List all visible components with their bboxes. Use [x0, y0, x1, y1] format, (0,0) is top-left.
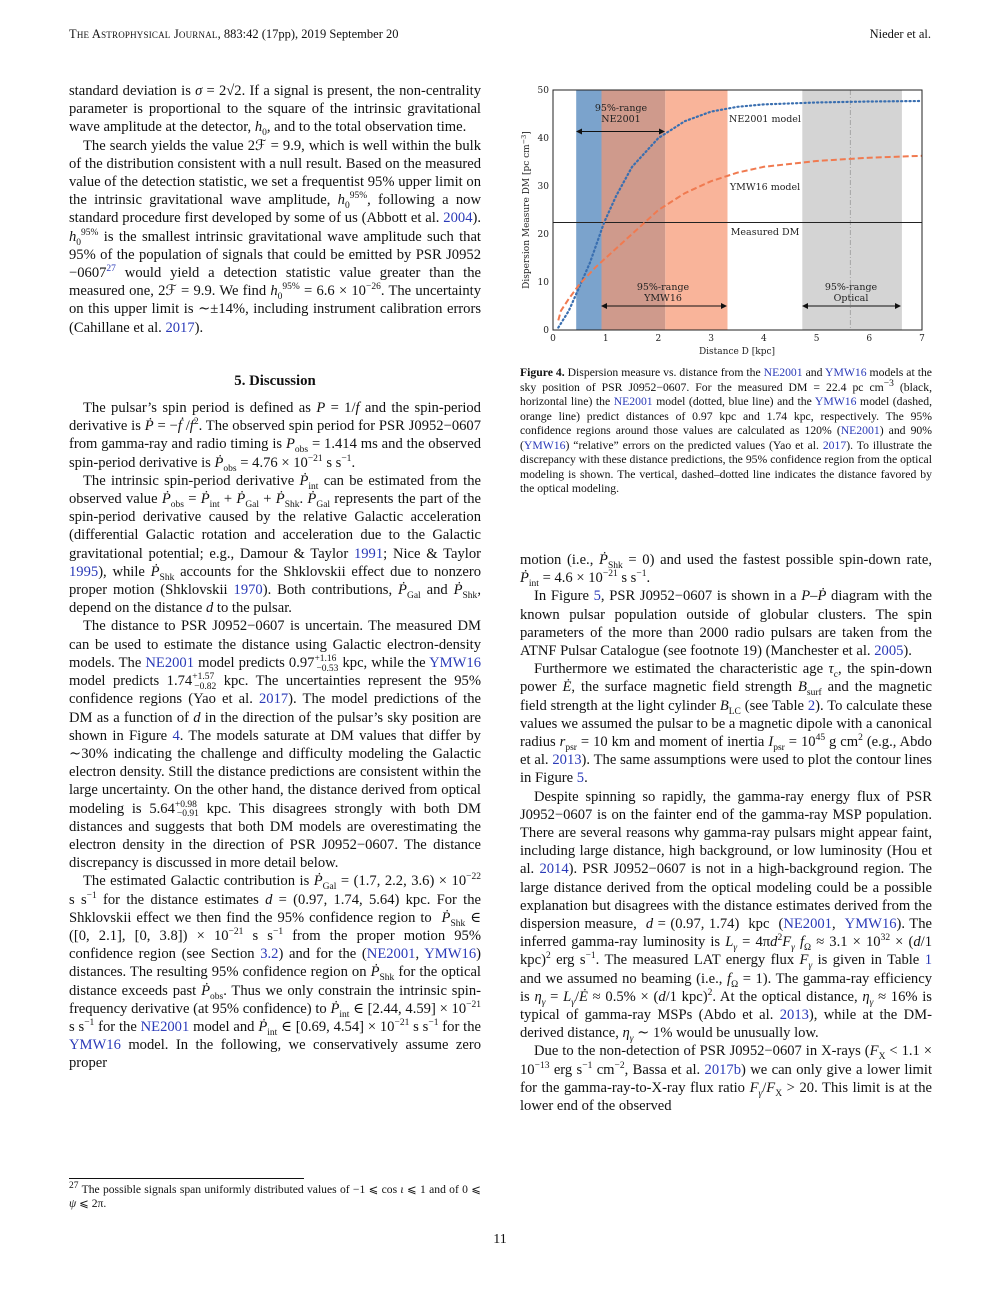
paragraph: The search yields the value 2ℱ = 9.9, which is well within the bulk of the distribution consistent with a null result. Based on the measured value of the detection statistic, we set a frequentist 95% upper limit on the intrinsic gravitational wave amplitude, $h_0^{95\%}$, following a now standard procedure first developed by some of us (Abbott et al. 2004). $h_0^{95\%}$ is the smallest intrinsic gravitational wave amplitude such that 95% of the population of signals that could be emitted by PSR $J0952 -0607^{27}$ would yield a detection statistic value greater than the measured one, 2ℱ = 9.9. We find $h_0^{95\%} = 6.6 \times 10^{-26}$. The uncertainty on this upper limit is ∼±14%, including instrument calibration errors (Cahillane et al. 2017).: [69, 137, 481, 336]
svg-text:7: 7: [919, 334, 925, 344]
ne2001-link[interactable]: NE2001: [145, 654, 195, 671]
ymw16-range-label-2: YMW16: [644, 293, 682, 304]
citation-link[interactable]: 2005: [874, 643, 904, 660]
table-ref-link[interactable]: 2: [807, 697, 816, 714]
ne2001-model-label: NE2001 model: [729, 114, 801, 125]
left-column: [69, 82, 481, 1073]
svg-text:10: 10: [537, 278, 549, 288]
citation-link[interactable]: 1970: [233, 582, 263, 599]
x-axis-label: Distance D [kpc]: [698, 347, 776, 357]
figure-4-chart: [515, 78, 935, 363]
figure-4-caption: Figure 4. Dispersion measure vs. distance from the NE2001 and YMW16 models at the sky position of PSR J0952−0607. For the measured DM = 22.4 pc $cm^{-3}$ (black, horizontal line) the NE2001 model (dotted, blue line) and the YMW16 model (dashed, orange line) predict distances of 0.97 kpc and 1.74 kpc, respectively. The 95% confidence regions around those values are calculated as 120% (NE2001) and 90% (YMW16) “relative” errors on the predicted values (Yao et al. 2017). To illustrate the discrepancy with these distance predictions, the 95% confidence region from the optical modeling is shown. The vertical, dashed–dotted line indicates the distance favored by the optical modeling.: [520, 366, 933, 495]
figure-ref-link[interactable]: 4: [172, 727, 180, 744]
citation-link[interactable]: 1995: [69, 563, 99, 580]
svg-text:0: 0: [543, 326, 549, 336]
ymw16-range-label-1: 95%-range: [636, 282, 690, 293]
figure-ref-link[interactable]: 5: [593, 588, 601, 605]
citation-link[interactable]: 2013: [552, 752, 582, 769]
citation-link[interactable]: 2017: [165, 319, 195, 336]
paragraph: Furthermore we estimated the characteristic age $\tau_c$, the spin-down power Ė, the surface magnetic field strength $B_{surf}$ and the magnetic field strength at the light cylinder $B_{LC}$ (see Table 2). To calculate these values we assumed the pulsar to be a magnetic dipole with a canonical radius $r_{psr} = 10$ km and moment of inertia $I_{psr} = 10^{45}$ g $cm^2$ (e.g., Abdo et al. 2013). The same assumptions were used to plot the contour lines in Figure 5.: [520, 661, 932, 787]
figure-label: Figure 4.: [520, 366, 565, 379]
svg-text:30: 30: [537, 182, 549, 192]
svg-text:20: 20: [537, 230, 549, 240]
paragraph: Despite spinning so rapidly, the gamma-ray energy flux of PSR J0952−0607 is on the fainter end of the gamma-ray MSP population. There are several reasons why gamma-ray pulsars might appear faint, including large distance, high background, or low luminosity (Hou et al. 2014). PSR J0952−0607 is not in a high-background region. The large distance derived from the optical modeling could be a possible explanation but disagrees with the distance estimates derived from the dispersion measure, d = (0.97, 1.74) kpc (NE2001, YMW16). The inferred gamma-ray luminosity is $L_\gamma = 4\pi d^2F_\gamma$ $f_\Omega \approx 3.1 \times 10^{32} \times (d/1$ kpc)$^2$ erg $s^{-1}$. The measured LAT energy flux $F_\gamma$ is given in Table 1 and we assumed no beaming (i.e., $f_\Omega = 1$). The gamma-ray efficiency is $\eta_\gamma$ = $L_\gamma/Ė \approx 0.5\% \times (d/1$ kpc)$^2$. At the optical distance, $\eta_\gamma \approx 16\%$ is typical of gamma-ray MSPs (Abdo et al. 2013), while at the DM-derived distance, $\eta_\gamma$ ∼ 1% would be unusually low.: [520, 788, 933, 1045]
citation-link[interactable]: 2017: [258, 691, 289, 708]
svg-text:1: 1: [602, 334, 609, 344]
paragraph: Due to the non-detection of PSR J0952−0607 in X-rays ($F_X < 1.1 \times 10^{-13}$ erg $s^{-1}$ $cm^{-2}$, Bassa et al. 2017b) we can only give a lower limit for the gamma-ray-to-X-ray flux ratio $F_\gamma/F_X > 20$. This limit is at the lower end of the observed: [520, 1043, 932, 1115]
figure-ref-link[interactable]: 5: [576, 770, 585, 787]
paragraph: The distance to PSR J0952−0607 is uncertain. The measured DM can be used to estimate the distance using Galactic electron-density models. The NE2001 model predicts $0.97^{+1.16}_{-0.53}$ kpc, while the YMW16 model predicts $1.74^{+1.57}_{-0.82}$ kpc. The uncertainties represent the 95% confidence regions (Yao et al. 2017). The model predictions of the DM as a function of d in the direction of the pulsar’s sky position are shown in Figure 4. The models saturate at DM values that differ by ∼30% indicating the challenge and difficulty modeling the Galactic electron density. Still the distance predictions are consistent within the large uncertainty. On the other hand, the distance derived from optical modeling is $5.64^{+0.98}_{-0.91}$ kpc. This disagrees strongly with both DM distances and suggests that both DM models are overestimating the electron density in the direction of PSR J0952−0607. The distance discrepancy is discussed in more detail below.: [69, 618, 482, 872]
ymw16-link[interactable]: YMW16: [424, 946, 477, 963]
table-ref-link[interactable]: 1: [924, 952, 932, 969]
svg-text:0: 0: [550, 334, 556, 344]
paragraph: In Figure 5, PSR J0952−0607 is shown in a P–Ṗ diagram with the known pulsar population outside of globular clusters. The spin parameters of the more than 2000 radio pulsars are taken from the ATNF Pulsar Catalogue (see footnote 19) (Manchester et al. 2005).: [520, 588, 932, 660]
svg-text:40: 40: [537, 134, 549, 144]
paragraph: motion (i.e., Ṗ$_{Shk}$ = 0) and used the fastest possible spin-down rate, Ṗ$_{int}$ = $4.6 \times 10^{-21}$ s $s^{-1}$.: [520, 552, 932, 590]
citation-link[interactable]: 2017: [822, 438, 847, 452]
journal-citation: , 883:42 (17pp), 2019 September 20: [217, 27, 399, 41]
ne2001-link[interactable]: NE2001: [783, 916, 832, 933]
footnote-divider: [69, 1178, 304, 1179]
svg-text:2: 2: [655, 334, 662, 344]
measured-dm-label: Measured DM: [730, 227, 800, 238]
ne2001-link[interactable]: NE2001: [840, 424, 880, 437]
footnote-ref-link[interactable]: 27: [106, 264, 116, 275]
ne2001-link[interactable]: NE2001: [140, 1018, 190, 1035]
svg-text:50: 50: [537, 86, 549, 96]
dm-vs-distance-plot: [515, 78, 935, 363]
ne2001-range-label-1: 95%-range: [594, 103, 648, 114]
ymw16-link[interactable]: YMW16: [429, 654, 482, 671]
ymw16-link[interactable]: YMW16: [69, 1037, 121, 1054]
y-axis-label: Dispersion Measure DM [pc $cm^{-3}$]: [520, 131, 532, 289]
running-header-left: [69, 27, 399, 42]
svg-text:5: 5: [813, 334, 820, 344]
section-heading: 5. Discussion: [234, 372, 316, 389]
ne2001-band-only: [576, 90, 601, 330]
paragraph: The pulsar’s spin period is defined as P = 1/f and the spin-period derivative is Ṗ = −ḟ $/f^2$. The observed spin period for PSR J0952−0607 from gamma-ray and radio timing is $P_{obs} = 1.414$ ms and the observed spin-period derivative is Ṗ$_{obs}$ = $4.76 \times 10^{-21}$ s $s^{-1}$.: [69, 400, 482, 474]
citation-link[interactable]: 2017b: [704, 1061, 741, 1078]
svg-text:3: 3: [708, 334, 714, 344]
ne2001-link[interactable]: NE2001: [613, 395, 653, 408]
svg-text:6: 6: [866, 334, 873, 344]
y-tick-labels: [538, 86, 550, 336]
citation-link[interactable]: 2013: [779, 1007, 809, 1024]
optical-range-label-1: 95%-range: [824, 282, 878, 293]
ymw16-link[interactable]: YMW16: [825, 366, 867, 379]
optical-range-label-2: Optical: [833, 293, 869, 304]
page-number: 11: [493, 1232, 507, 1247]
citation-link[interactable]: 1991: [353, 545, 384, 562]
paragraph: standard deviation is σ = 2√2. If a signal is present, the non-centrality parameter is proportional to the square of the intrinsic gravitational wave amplitude at the detector, $h_0$, and to the total observation time.: [69, 83, 481, 139]
ymw16-link[interactable]: YMW16: [814, 395, 857, 408]
ne2001-link[interactable]: NE2001: [763, 366, 803, 379]
journal-name: The Astrophysical Journal: [69, 27, 218, 41]
citation-link[interactable]: 2004: [443, 210, 473, 227]
ymw16-model-label: YMW16 model: [729, 182, 801, 193]
paragraph: The estimated Galactic contribution is Ṗ$_{Gal}$ = (1.7, 2.2, $3.6) \times 10^{-22}$ s $s^{-1}$ for the distance estimates d = (0.97, 1.74, 5.64) kpc. For the Shklovskii effect we then find the 95% confidence region to Ṗ$_{Shk}$ ∈ ([0, 2.1], [0, $3.8]) \times 10^{-21}$ s $s^{-1}$ from the proper motion 95% confidence region (see Section 3.2) and for the (NE2001, YMW16) distances. The resulting 95% confidence region on Ṗ$_{Shk}$ for the optical distance exceeds past Ṗ$_{obs}$. Thus we only constrain the intrinsic spin-frequency derivative (at 95% confidence) to Ṗ$_{int}$ ∈ [2.44, $4.59] \times 10^{-21}$ s $s^{-1}$ for the NE2001 model and Ṗ$_{int}$ ∈ [0.69, $4.54] \times 10^{-21}$ s $s^{-1}$ for the YMW16 model. In the following, we conservatively assume zero proper: [69, 872, 482, 1072]
paragraph: The intrinsic spin-period derivative Ṗ$_{int}$ can be estimated from the observed value Ṗ$_{obs}$ = Ṗ$_{int}$ + Ṗ$_{Gal}$ + Ṗ$_{Shk}$. Ṗ$_{Gal}$ represents the part of the spin-period derivative caused by the relative Galactic acceleration (differential Galactic rotation and acceleration due to the Galactic gravitational potential; e.g., Damour & Taylor 1991; Nice & Taylor 1995), while Ṗ$_{Shk}$ accounts for the Shklovskii effect due to nonzero proper motion (Shklovskii 1970). Both contributions, Ṗ$_{Gal}$ and Ṗ$_{Shk}$, depend on the distance d to the pulsar.: [69, 472, 482, 617]
ne2001-link[interactable]: NE2001: [366, 946, 416, 963]
running-header-authors: Nieder et al.: [869, 27, 931, 41]
ymw16-link[interactable]: YMW16: [844, 916, 897, 933]
ymw16-link[interactable]: YMW16: [523, 438, 566, 452]
footnote-27: $^{27}$ The possible signals span uniformly distributed values of −1 ⩽ cos ι ⩽ 1 and of 0 ⩽ ψ ⩽ 2π.: [69, 1181, 482, 1210]
x-tick-labels: [550, 334, 925, 344]
svg-text:4: 4: [761, 334, 767, 344]
section-ref-link[interactable]: 3.2: [260, 946, 279, 963]
ne2001-range-label-2: NE2001: [601, 114, 641, 125]
citation-link[interactable]: 2014: [539, 861, 569, 878]
right-column: [520, 551, 932, 1115]
